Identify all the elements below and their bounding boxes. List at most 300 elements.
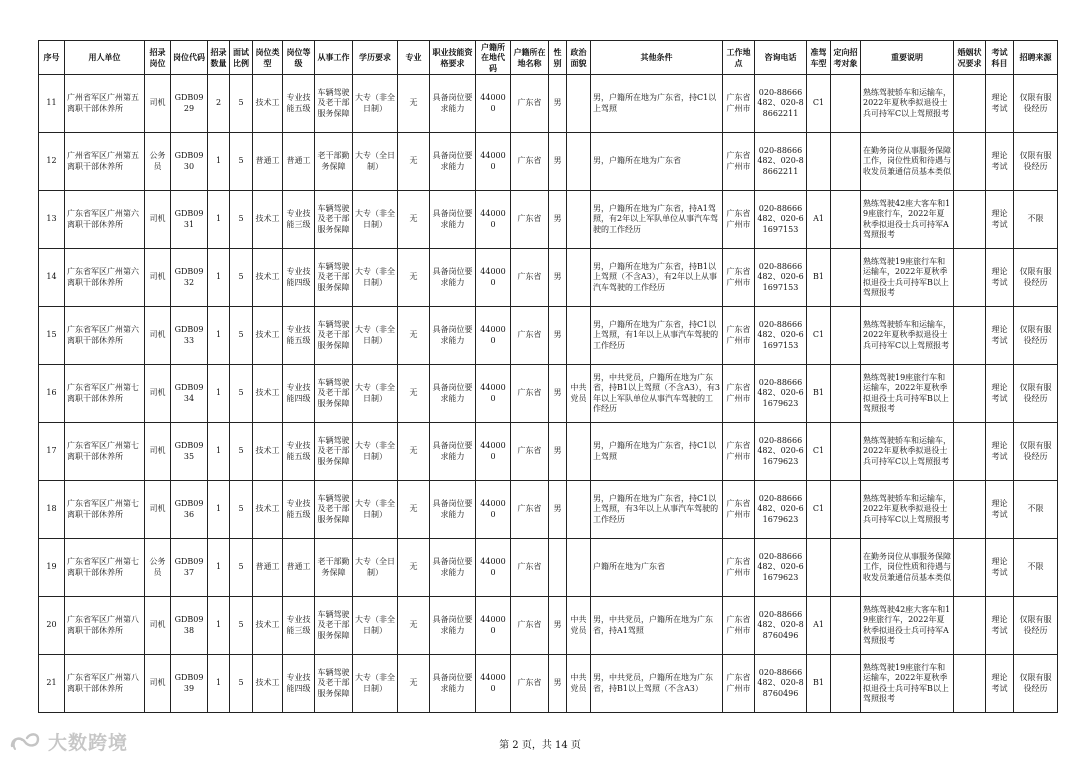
cell-license-type <box>807 539 831 597</box>
cell-position: 公务员 <box>145 539 171 597</box>
header-cell: 学历要求 <box>353 41 398 75</box>
cell-gender: 男 <box>549 191 567 249</box>
cell-political-status <box>567 249 591 307</box>
header-cell: 重要说明 <box>861 41 954 75</box>
cell-exam-subject: 理论考试 <box>986 597 1014 655</box>
table-row <box>39 307 1058 365</box>
cell-political-status: 中共党员 <box>567 655 591 713</box>
cell-marital-status <box>954 75 986 133</box>
cell-target-group <box>831 249 861 307</box>
table-row <box>39 75 1058 133</box>
cell-hukou-name: 广东省 <box>511 481 549 539</box>
header-cell: 户籍所在地代码 <box>476 41 511 75</box>
header-cell: 岗位等级 <box>283 41 315 75</box>
cell-political-status <box>567 133 591 191</box>
cell-skill-requirement: 具备岗位要求能力 <box>430 365 476 423</box>
cell-work-location: 广东省广州市 <box>723 655 755 713</box>
header-cell: 用人单位 <box>65 41 145 75</box>
cell-employer: 广东省军区广州第八离职干部休养所 <box>65 597 145 655</box>
cell-employer: 广东省军区广州第六离职干部休养所 <box>65 191 145 249</box>
cell-work-location: 广东省广州市 <box>723 249 755 307</box>
cell-interview-ratio: 5 <box>230 365 253 423</box>
cell-education: 大专（非全日制） <box>353 75 398 133</box>
header-cell: 性别 <box>549 41 567 75</box>
cell-interview-ratio: 5 <box>230 191 253 249</box>
cell-political-status <box>567 75 591 133</box>
table-header-row <box>39 41 1058 75</box>
cell-quota: 1 <box>208 655 230 713</box>
table-row <box>39 249 1058 307</box>
cell-major: 无 <box>398 133 430 191</box>
header-cell: 职业技能资格要求 <box>430 41 476 75</box>
cell-hukou-name: 广东省 <box>511 307 549 365</box>
cell-license-type: B1 <box>807 249 831 307</box>
cell-education: 大专（全日制） <box>353 133 398 191</box>
cell-interview-ratio: 5 <box>230 75 253 133</box>
cell-hukou-name: 广东省 <box>511 365 549 423</box>
cell-position-level: 专业技能五级 <box>283 75 315 133</box>
cell-major: 无 <box>398 481 430 539</box>
cell-hukou-code: 440000 <box>476 307 511 365</box>
cell-position-level: 专业技能四级 <box>283 249 315 307</box>
cell-position-code: GDB0929 <box>171 75 208 133</box>
header-cell: 招聘来源 <box>1014 41 1058 75</box>
cell-interview-ratio: 5 <box>230 307 253 365</box>
cell-work: 车辆驾驶及老干部服务保障 <box>315 365 353 423</box>
cell-target-group <box>831 191 861 249</box>
cell-position: 司机 <box>145 597 171 655</box>
cell-important-notes: 在勤务岗位从事服务保障工作，岗位性质和待遇与收发员兼通信员基本类似 <box>861 539 954 597</box>
cell-important-notes: 熟练驾驶19座旅行车和运输车，2022年夏秋季拟退役士兵可持军B以上驾照报考 <box>861 655 954 713</box>
cell-skill-requirement: 具备岗位要求能力 <box>430 597 476 655</box>
table-row <box>39 133 1058 191</box>
cell-work: 车辆驾驶及老干部服务保障 <box>315 423 353 481</box>
cell-marital-status <box>954 539 986 597</box>
cell-phone: 020-88666482、020-88662211 <box>755 133 807 191</box>
cell-gender <box>549 539 567 597</box>
cell-skill-requirement: 具备岗位要求能力 <box>430 133 476 191</box>
cell-recruit-source: 仅限有服役经历 <box>1014 597 1058 655</box>
cell-employer: 广东省军区广州第六离职干部休养所 <box>65 307 145 365</box>
cell-position-code: GDB0931 <box>171 191 208 249</box>
cell-position-type: 技术工 <box>253 655 283 713</box>
cell-major: 无 <box>398 191 430 249</box>
cell-seq: 15 <box>39 307 65 365</box>
cell-position: 司机 <box>145 75 171 133</box>
cell-education: 大专（非全日制） <box>353 423 398 481</box>
cell-marital-status <box>954 481 986 539</box>
cell-employer: 广东省军区广州第七离职干部休养所 <box>65 481 145 539</box>
cell-position: 司机 <box>145 365 171 423</box>
table-row <box>39 365 1058 423</box>
cell-work-location: 广东省广州市 <box>723 365 755 423</box>
cell-phone: 020-88666482、020-61697153 <box>755 249 807 307</box>
cell-position: 司机 <box>145 423 171 481</box>
table-row <box>39 597 1058 655</box>
cell-marital-status <box>954 133 986 191</box>
cell-political-status: 中共党员 <box>567 597 591 655</box>
cell-gender: 男 <box>549 423 567 481</box>
cell-seq: 18 <box>39 481 65 539</box>
cell-position-type: 普通工 <box>253 539 283 597</box>
cell-interview-ratio: 5 <box>230 655 253 713</box>
cell-target-group <box>831 365 861 423</box>
header-cell: 岗位类型 <box>253 41 283 75</box>
cell-work-location: 广东省广州市 <box>723 75 755 133</box>
cell-position: 司机 <box>145 307 171 365</box>
header-cell: 准驾车型 <box>807 41 831 75</box>
cell-employer: 广州省军区广州第五离职干部休养所 <box>65 75 145 133</box>
cell-position-code: GDB0938 <box>171 597 208 655</box>
cell-hukou-name: 广东省 <box>511 597 549 655</box>
header-cell: 户籍所在地名称 <box>511 41 549 75</box>
cell-gender: 男 <box>549 75 567 133</box>
cell-important-notes: 熟练驾驶轿车和运输车，2022年夏秋季拟退役士兵可持军C以上驾照报考 <box>861 75 954 133</box>
cell-phone: 020-88666482、020-61679623 <box>755 423 807 481</box>
cell-position-level: 专业技能五级 <box>283 307 315 365</box>
cell-education: 大专（非全日制） <box>353 481 398 539</box>
header-cell: 从事工作 <box>315 41 353 75</box>
cell-position-code: GDB0936 <box>171 481 208 539</box>
watermark <box>8 728 128 755</box>
cell-position-code: GDB0934 <box>171 365 208 423</box>
cell-recruit-source: 不限 <box>1014 539 1058 597</box>
cell-exam-subject: 理论考试 <box>986 539 1014 597</box>
cell-other-conditions: 男，中共党员，户籍所在地为广东省，持A1驾照 <box>591 597 723 655</box>
cell-position-type: 技术工 <box>253 481 283 539</box>
cell-employer: 广东省军区广州第七离职干部休养所 <box>65 539 145 597</box>
cell-major: 无 <box>398 75 430 133</box>
header-cell: 考试科目 <box>986 41 1014 75</box>
cell-other-conditions: 男，户籍所在地为广东省，持B1以上驾照（不含A3），有2年以上从事汽车驾驶的工作经历 <box>591 249 723 307</box>
cell-employer: 广东省军区广州第六离职干部休养所 <box>65 249 145 307</box>
cell-major: 无 <box>398 365 430 423</box>
cell-hukou-code: 440000 <box>476 75 511 133</box>
cell-target-group <box>831 75 861 133</box>
cell-important-notes: 熟练驾驶19座旅行车和运输车，2022年夏秋季拟退役士兵可持军B以上驾照报考 <box>861 249 954 307</box>
cell-seq: 11 <box>39 75 65 133</box>
cell-marital-status <box>954 365 986 423</box>
cell-position: 司机 <box>145 249 171 307</box>
cell-marital-status <box>954 597 986 655</box>
cell-target-group <box>831 423 861 481</box>
infinity-logo-icon <box>8 731 42 753</box>
cell-skill-requirement: 具备岗位要求能力 <box>430 75 476 133</box>
cell-exam-subject: 理论考试 <box>986 191 1014 249</box>
cell-political-status <box>567 481 591 539</box>
cell-phone: 020-88666482、020-88662211 <box>755 75 807 133</box>
cell-interview-ratio: 5 <box>230 249 253 307</box>
cell-gender: 男 <box>549 249 567 307</box>
cell-interview-ratio: 5 <box>230 539 253 597</box>
cell-skill-requirement: 具备岗位要求能力 <box>430 539 476 597</box>
header-cell: 专业 <box>398 41 430 75</box>
header-cell: 岗位代码 <box>171 41 208 75</box>
cell-interview-ratio: 5 <box>230 597 253 655</box>
cell-major: 无 <box>398 249 430 307</box>
cell-position-type: 技术工 <box>253 75 283 133</box>
cell-quota: 1 <box>208 539 230 597</box>
cell-work: 车辆驾驶及老干部服务保障 <box>315 481 353 539</box>
cell-seq: 16 <box>39 365 65 423</box>
cell-position-type: 技术工 <box>253 191 283 249</box>
cell-target-group <box>831 655 861 713</box>
cell-phone: 020-88666482、020-61697153 <box>755 307 807 365</box>
cell-seq: 19 <box>39 539 65 597</box>
cell-position-code: GDB0939 <box>171 655 208 713</box>
recruitment-table <box>38 40 1058 713</box>
cell-interview-ratio: 5 <box>230 423 253 481</box>
cell-seq: 20 <box>39 597 65 655</box>
cell-exam-subject: 理论考试 <box>986 133 1014 191</box>
cell-hukou-code: 440000 <box>476 655 511 713</box>
cell-position-code: GDB0933 <box>171 307 208 365</box>
cell-skill-requirement: 具备岗位要求能力 <box>430 655 476 713</box>
watermark-text: 大数跨境 <box>48 732 129 754</box>
cell-exam-subject: 理论考试 <box>986 365 1014 423</box>
cell-recruit-source: 仅限有服役经历 <box>1014 75 1058 133</box>
cell-major: 无 <box>398 423 430 481</box>
cell-work-location: 广东省广州市 <box>723 133 755 191</box>
cell-employer: 广东省军区广州第八离职干部休养所 <box>65 655 145 713</box>
table-body <box>39 75 1058 713</box>
cell-important-notes: 熟练驾驶轿车和运输车，2022年夏秋季拟退役士兵可持军C以上驾照报考 <box>861 423 954 481</box>
cell-license-type: C1 <box>807 307 831 365</box>
cell-exam-subject: 理论考试 <box>986 307 1014 365</box>
cell-major: 无 <box>398 655 430 713</box>
cell-position-level: 专业技能五级 <box>283 423 315 481</box>
cell-important-notes: 熟练驾驶19座旅行车和运输车，2022年夏秋季拟退役士兵可持军B以上驾照报考 <box>861 365 954 423</box>
cell-work: 车辆驾驶及老干部服务保障 <box>315 75 353 133</box>
cell-position-code: GDB0930 <box>171 133 208 191</box>
cell-other-conditions: 男，户籍所在地为广东省，持C1以上驾照，有1年以上从事汽车驾驶的工作经历 <box>591 307 723 365</box>
cell-skill-requirement: 具备岗位要求能力 <box>430 191 476 249</box>
table-row <box>39 539 1058 597</box>
recruitment-table-container <box>38 40 1058 713</box>
cell-recruit-source: 仅限有服役经历 <box>1014 133 1058 191</box>
header-cell: 面试比例 <box>230 41 253 75</box>
cell-work: 车辆驾驶及老干部服务保障 <box>315 191 353 249</box>
cell-major: 无 <box>398 539 430 597</box>
cell-seq: 21 <box>39 655 65 713</box>
cell-position-type: 普通工 <box>253 133 283 191</box>
cell-other-conditions: 男，户籍所在地为广东省，持A1驾照，有2年以上军队单位从事汽车驾驶的工作经历 <box>591 191 723 249</box>
cell-interview-ratio: 5 <box>230 133 253 191</box>
header-cell: 工作地点 <box>723 41 755 75</box>
cell-exam-subject: 理论考试 <box>986 75 1014 133</box>
cell-exam-subject: 理论考试 <box>986 481 1014 539</box>
cell-position-level: 普通工 <box>283 539 315 597</box>
cell-work: 车辆驾驶及老干部服务保障 <box>315 307 353 365</box>
cell-seq: 12 <box>39 133 65 191</box>
cell-work: 车辆驾驶及老干部服务保障 <box>315 597 353 655</box>
cell-position-type: 技术工 <box>253 365 283 423</box>
cell-phone: 020-88666482、020-61697153 <box>755 191 807 249</box>
cell-target-group <box>831 597 861 655</box>
cell-position-type: 技术工 <box>253 423 283 481</box>
cell-marital-status <box>954 191 986 249</box>
cell-employer: 广东省军区广州第七离职干部休养所 <box>65 423 145 481</box>
cell-license-type: C1 <box>807 423 831 481</box>
cell-employer: 广州省军区广州第五离职干部休养所 <box>65 133 145 191</box>
header-cell: 序号 <box>39 41 65 75</box>
cell-work-location: 广东省广州市 <box>723 423 755 481</box>
cell-gender: 男 <box>549 133 567 191</box>
cell-other-conditions: 男，户籍所在地为广东省，持C1以上驾照，有3年以上从事汽车驾驶的工作经历 <box>591 481 723 539</box>
table-row <box>39 655 1058 713</box>
cell-major: 无 <box>398 307 430 365</box>
cell-skill-requirement: 具备岗位要求能力 <box>430 481 476 539</box>
cell-recruit-source: 仅限有服役经历 <box>1014 655 1058 713</box>
header-cell: 政治面貌 <box>567 41 591 75</box>
cell-education: 大专（全日制） <box>353 539 398 597</box>
header-cell: 招录岗位 <box>145 41 171 75</box>
cell-hukou-code: 440000 <box>476 249 511 307</box>
cell-political-status <box>567 539 591 597</box>
cell-interview-ratio: 5 <box>230 481 253 539</box>
cell-license-type: A1 <box>807 597 831 655</box>
cell-work: 老干部勤务保障 <box>315 539 353 597</box>
cell-political-status <box>567 423 591 481</box>
cell-position-type: 技术工 <box>253 597 283 655</box>
cell-position-type: 技术工 <box>253 249 283 307</box>
header-cell: 招录数量 <box>208 41 230 75</box>
cell-license-type: C1 <box>807 481 831 539</box>
cell-marital-status <box>954 249 986 307</box>
cell-marital-status <box>954 655 986 713</box>
cell-position: 司机 <box>145 191 171 249</box>
cell-gender: 男 <box>549 365 567 423</box>
cell-hukou-code: 440000 <box>476 191 511 249</box>
cell-target-group <box>831 539 861 597</box>
cell-recruit-source: 仅限有服役经历 <box>1014 307 1058 365</box>
cell-hukou-code: 440000 <box>476 539 511 597</box>
cell-quota: 1 <box>208 249 230 307</box>
cell-employer: 广东省军区广州第七离职干部休养所 <box>65 365 145 423</box>
cell-gender: 男 <box>549 655 567 713</box>
cell-education: 大专（非全日制） <box>353 655 398 713</box>
cell-position-code: GDB0932 <box>171 249 208 307</box>
cell-skill-requirement: 具备岗位要求能力 <box>430 307 476 365</box>
cell-exam-subject: 理论考试 <box>986 423 1014 481</box>
cell-skill-requirement: 具备岗位要求能力 <box>430 423 476 481</box>
cell-position-code: GDB0935 <box>171 423 208 481</box>
cell-position: 公务员 <box>145 133 171 191</box>
cell-position-level: 专业技能四级 <box>283 655 315 713</box>
header-cell: 其他条件 <box>591 41 723 75</box>
cell-quota: 1 <box>208 481 230 539</box>
cell-hukou-name: 广东省 <box>511 133 549 191</box>
cell-important-notes: 熟练驾驶42座大客车和19座旅行车，2022年夏秋季拟退役士兵可持军A驾照报考 <box>861 597 954 655</box>
cell-gender: 男 <box>549 597 567 655</box>
cell-target-group <box>831 307 861 365</box>
cell-important-notes: 熟练驾驶轿车和运输车，2022年夏秋季拟退役士兵可持军C以上驾照报考 <box>861 307 954 365</box>
cell-other-conditions: 男，中共党员，户籍所在地为广东省，持B1以上驾照（不含A3），有3年以上军队单位从事汽车驾驶的工作经历 <box>591 365 723 423</box>
cell-political-status: 中共党员 <box>567 365 591 423</box>
cell-position: 司机 <box>145 481 171 539</box>
cell-target-group <box>831 133 861 191</box>
cell-work-location: 广东省广州市 <box>723 597 755 655</box>
cell-education: 大专（非全日制） <box>353 597 398 655</box>
cell-hukou-name: 广东省 <box>511 655 549 713</box>
cell-education: 大专（非全日制） <box>353 307 398 365</box>
cell-exam-subject: 理论考试 <box>986 655 1014 713</box>
cell-phone: 020-88666482、020-61679623 <box>755 365 807 423</box>
cell-phone: 020-88666482、020-88760496 <box>755 597 807 655</box>
cell-license-type: C1 <box>807 75 831 133</box>
header-cell: 定向招考对象 <box>831 41 861 75</box>
cell-other-conditions: 男，户籍所在地为广东省，持C1以上驾照 <box>591 75 723 133</box>
cell-hukou-name: 广东省 <box>511 249 549 307</box>
header-cell: 婚姻状况要求 <box>954 41 986 75</box>
cell-position-level: 专业技能三级 <box>283 597 315 655</box>
table-row <box>39 191 1058 249</box>
page-number: 第 2 页，共 14 页 <box>499 740 581 751</box>
cell-education: 大专（非全日制） <box>353 365 398 423</box>
cell-hukou-name: 广东省 <box>511 539 549 597</box>
cell-position-level: 专业技能五级 <box>283 481 315 539</box>
cell-target-group <box>831 481 861 539</box>
cell-license-type <box>807 133 831 191</box>
cell-quota: 1 <box>208 191 230 249</box>
cell-political-status <box>567 307 591 365</box>
cell-work: 车辆驾驶及老干部服务保障 <box>315 249 353 307</box>
cell-license-type: B1 <box>807 655 831 713</box>
cell-quota: 1 <box>208 133 230 191</box>
cell-hukou-name: 广东省 <box>511 75 549 133</box>
cell-important-notes: 熟练驾驶42座大客车和19座旅行车，2022年夏秋季拟退役士兵可持军A驾照报考 <box>861 191 954 249</box>
cell-education: 大专（非全日制） <box>353 191 398 249</box>
cell-quota: 1 <box>208 365 230 423</box>
cell-other-conditions: 男，户籍所在地为广东省 <box>591 133 723 191</box>
cell-seq: 14 <box>39 249 65 307</box>
cell-work: 车辆驾驶及老干部服务保障 <box>315 655 353 713</box>
cell-other-conditions: 男，中共党员，户籍所在地为广东省，持B1以上驾照（不含A3） <box>591 655 723 713</box>
cell-skill-requirement: 具备岗位要求能力 <box>430 249 476 307</box>
cell-position-level: 专业技能三级 <box>283 191 315 249</box>
cell-position-code: GDB0937 <box>171 539 208 597</box>
cell-work-location: 广东省广州市 <box>723 539 755 597</box>
cell-important-notes: 熟练驾驶轿车和运输车，2022年夏秋季拟退役士兵可持军C以上驾照报考 <box>861 481 954 539</box>
cell-position-level: 专业技能四级 <box>283 365 315 423</box>
cell-hukou-code: 440000 <box>476 423 511 481</box>
cell-other-conditions: 男，户籍所在地为广东省，持C1以上驾照 <box>591 423 723 481</box>
cell-position: 司机 <box>145 655 171 713</box>
cell-hukou-code: 440000 <box>476 365 511 423</box>
cell-recruit-source: 仅限有服役经历 <box>1014 249 1058 307</box>
cell-recruit-source: 不限 <box>1014 191 1058 249</box>
cell-position-level: 普通工 <box>283 133 315 191</box>
cell-quota: 1 <box>208 423 230 481</box>
cell-recruit-source: 不限 <box>1014 481 1058 539</box>
cell-hukou-code: 440000 <box>476 481 511 539</box>
cell-hukou-code: 440000 <box>476 597 511 655</box>
cell-major: 无 <box>398 597 430 655</box>
cell-marital-status <box>954 423 986 481</box>
cell-phone: 020-88666482、020-61679623 <box>755 481 807 539</box>
cell-hukou-code: 440000 <box>476 133 511 191</box>
cell-hukou-name: 广东省 <box>511 191 549 249</box>
cell-license-type: A1 <box>807 191 831 249</box>
cell-work: 老干部勤务保障 <box>315 133 353 191</box>
cell-hukou-name: 广东省 <box>511 423 549 481</box>
cell-work-location: 广东省广州市 <box>723 191 755 249</box>
header-cell: 咨询电话 <box>755 41 807 75</box>
cell-gender: 男 <box>549 307 567 365</box>
table-row <box>39 423 1058 481</box>
cell-position-type: 技术工 <box>253 307 283 365</box>
table-row <box>39 481 1058 539</box>
